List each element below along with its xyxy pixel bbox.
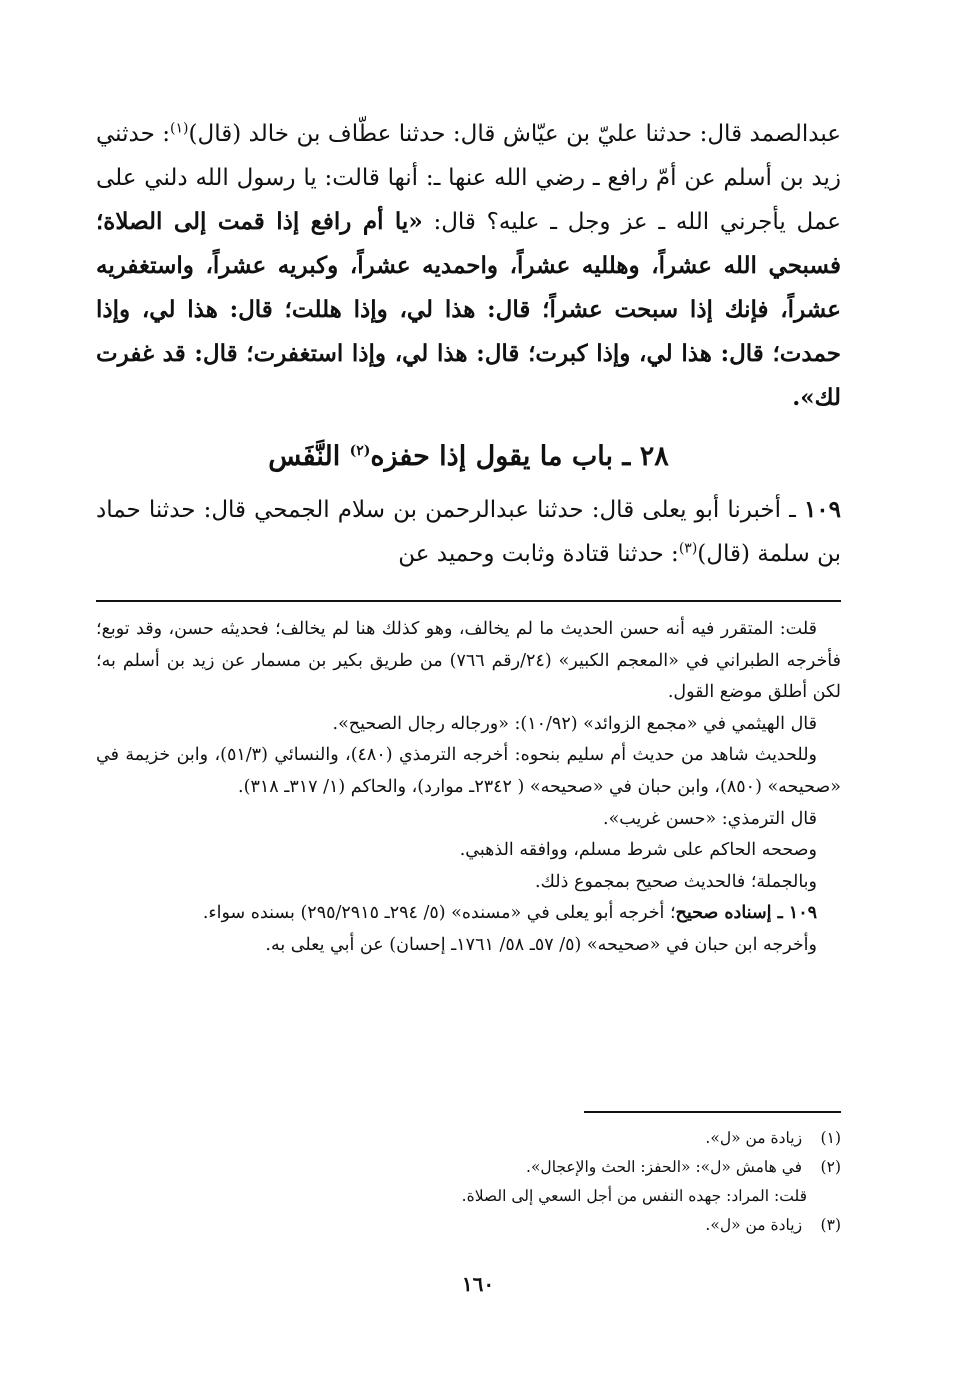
commentary-paragraph: قال الهيثمي في «مجمع الزوائد» (١٠/٩٢): «ورجاله رجال الصحيح». <box>332 713 817 734</box>
grading-text: ؛ أخرجه أبو يعلى في «مسنده» (٥/ ٢٩٤ـ ٢٩٥/٢٩١٥) بسنده سواء. <box>202 903 676 924</box>
commentary-paragraph <box>96 898 841 930</box>
footnote-ref: (٢) <box>349 443 371 459</box>
commentary-divider <box>96 600 841 602</box>
paragraph-109 <box>96 488 841 576</box>
footnote-number: (٢) <box>820 1158 841 1176</box>
commentary-paragraph: وللحديث شاهد من حديث أم سليم بنحوه: أخرجه الترمذي (٤٨٠)، والنسائي (٥١/٣)، وابن خزيمة في «صحيحه» (٨٥٠)، وابن حبان في «صحيحه» ( ٢٣٤٢ـ موارد)، والحاكم (١/ ٣١٧ـ ٣١٨). <box>96 745 841 797</box>
main-text <box>96 112 841 420</box>
footnote <box>96 1124 841 1153</box>
commentary-paragraph: وصححه الحاكم على شرط مسلم، ووافقه الذهبي. <box>459 840 817 861</box>
hadith-text: «يا أم رافع إذا قمت إلى الصلاة؛ فسبحي الله عشراً، وهلليه عشراً، واحمديه عشراً، وكبريه عشراً، واستغفريه عشراً، فإنك إذا سبحت عشراً؛ قال: هذا لي، وإذا هللت؛ قال: هذا لي، وإذا حمدت؛ قال: هذا لي، وإذا كبرت؛ قال: هذا لي، وإذا استغفرت؛ قال: قد غفرت لك». <box>96 208 841 411</box>
main-text-2 <box>96 488 841 576</box>
footnote <box>96 1153 841 1182</box>
footnote-divider <box>584 1111 841 1113</box>
heading-text-end: النَّفَس <box>268 441 350 472</box>
heading-text: ٢٨ ـ باب ما يقول إذا حفزه <box>370 441 669 472</box>
grading-label: ١٠٩ ـ إسناده صحيح <box>675 903 817 924</box>
footnote-text: زيادة من «ل». <box>705 1129 803 1147</box>
footnote-ref: (١) <box>170 120 189 137</box>
page-number: ١٦٠ <box>461 1272 495 1296</box>
footnote-continuation <box>96 1182 841 1211</box>
footnote-text: زيادة من «ل». <box>705 1216 803 1234</box>
text-line: يا رسول الله دلني على عمل يأجرني الله ـ عز وجل ـ عليه؟ قال: <box>96 165 841 235</box>
paragraph-isnad <box>96 112 841 420</box>
commentary-paragraph: وبالجملة؛ فالحديث صحيح بمجموع ذلك. <box>534 871 817 892</box>
hadith-number: ١٠٩ <box>803 496 841 523</box>
commentary <box>96 614 841 962</box>
footnote-text: قلت: المراد: جهده النفس من أجل السعي إلى الصلاة. <box>461 1187 807 1205</box>
footnote-number: (٣) <box>820 1216 841 1234</box>
text-line: عبدالصمد قال: حدثنا عليّ بن عيّاش قال: حدثنا عطّاف بن خالد <box>248 121 841 147</box>
footnotes <box>96 1124 841 1240</box>
commentary-paragraph: قلت: المتقرر فيه أنه حسن الحديث ما لم يخالف، وهو كذلك هنا لم يخالف؛ فحديثه حسن، وقد توبع؛ فأخرجه الطبراني في «المعجم الكبير» (٢٤/رقم ٧٦٦) من طريق بكير بن مسمار عن زيد بن أسلم به؛ لكن أطلق موضع القول. <box>96 619 841 703</box>
commentary-paragraph: وأخرجه ابن حبان في «صحيحه» (٥/ ٥٧ـ ٥٨/ ١٧٦١ـ إحسان) عن أبي يعلى به. <box>265 934 817 955</box>
text-line: : حدثنا قتادة وثابت وحميد عن <box>398 541 679 567</box>
text-line: ـ أخبرنا أبو يعلى قال: حدثنا عبدالرحمن بن سلام الجمحي <box>254 497 804 523</box>
footnote-number: (١) <box>820 1129 841 1147</box>
text-line: : حدثني زيد بن أسلم عن أمّ رافع ـ رضي الله عنها ـ: أنها قالت: <box>96 121 842 191</box>
footnote <box>96 1211 841 1240</box>
chapter-heading <box>96 432 841 482</box>
footnote-text: في هامش «ل»: «الحفز: الحث والإعجال». <box>526 1158 803 1176</box>
footnote-ref: (٣) <box>678 540 698 557</box>
text-line: (قال) <box>188 121 242 147</box>
text-line: قال: حدثنا حماد بن سلمة (قال) <box>96 497 841 567</box>
commentary-paragraph: قال الترمذي: «حسن غريب». <box>603 808 817 829</box>
